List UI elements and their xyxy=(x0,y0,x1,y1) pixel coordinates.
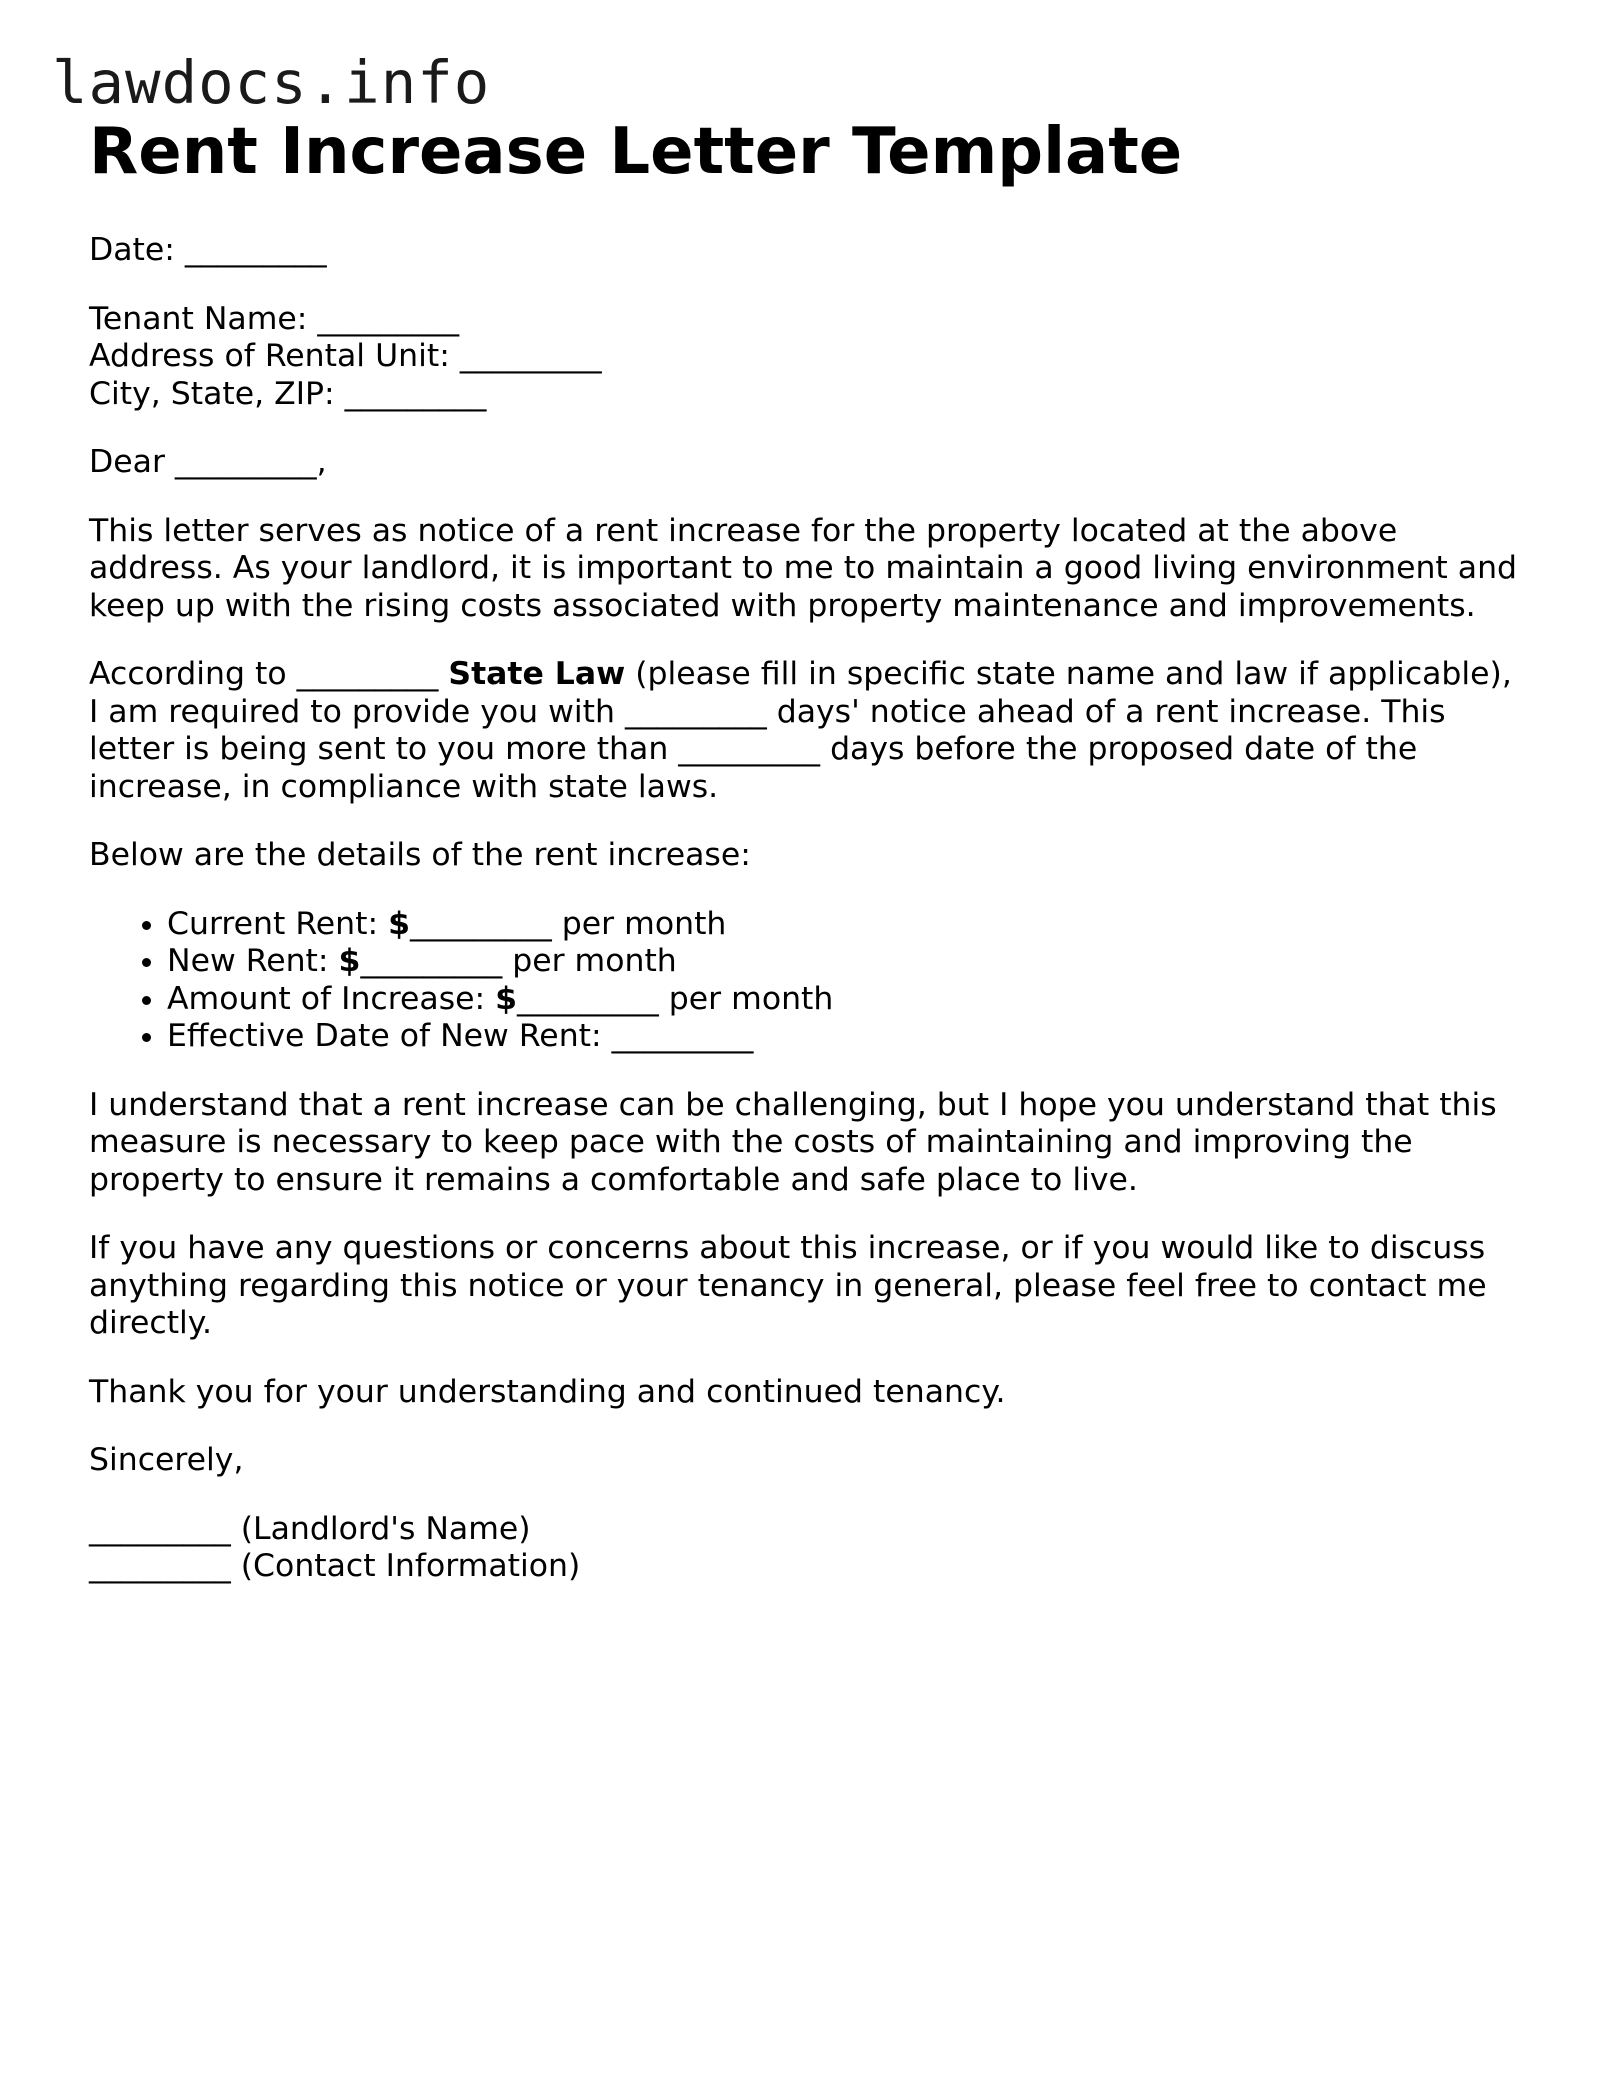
detail-label: Current Rent: xyxy=(167,905,389,942)
site-watermark: lawdocs.info xyxy=(52,48,491,117)
dollar-sign: $ xyxy=(495,980,518,1017)
rent-details-list xyxy=(89,906,1529,1056)
list-item xyxy=(167,1018,1529,1056)
state-law-paragraph xyxy=(89,656,1529,806)
dollar-sign: $ xyxy=(338,943,361,979)
detail-rest: _________ per month xyxy=(360,943,677,979)
date-field xyxy=(89,232,1529,270)
detail-label: New Rent: xyxy=(167,943,339,979)
notice-paragraph: This letter serves as notice of a rent increase for the property located at the above address. As your landlord, it is important to me to maintain a good living environment and keep up with the rising costs associated with property maintenance and improvements. xyxy=(89,512,1518,624)
city-state-zip-line: City, State, ZIP: _________ xyxy=(89,375,487,412)
tenant-name-line: Tenant Name: _________ xyxy=(89,300,460,337)
list-item xyxy=(167,981,1529,1019)
state-law-bold: State Law xyxy=(448,656,626,692)
page-title: Rent Increase Letter Template xyxy=(89,115,1183,189)
detail-rest: _________ per month xyxy=(410,905,727,942)
contact-info-line: _________ (Contact Information) xyxy=(89,1548,581,1584)
details-intro: Below are the details of the rent increase: xyxy=(89,837,751,873)
tenant-address-block xyxy=(89,301,1529,414)
landlord-name-line: _________ (Landlord's Name) xyxy=(89,1510,531,1547)
state-law-text-after: (please fill in specific state name and law if applicable), I am required to provide you with _________ days' notice ahead of a rent increase. This letter is being sent to you more than _________ days before the proposed date of the increase, in compliance with state laws. xyxy=(89,656,1512,805)
rental-address-line: Address of Rental Unit: _________ xyxy=(89,338,602,374)
letter-document xyxy=(89,112,1529,1617)
date-line: Date: _________ xyxy=(89,232,327,268)
list-item xyxy=(167,906,1529,944)
detail-label: Amount of Increase: xyxy=(167,980,496,1017)
signature-block xyxy=(89,1511,1529,1586)
salutation: Dear _________, xyxy=(89,444,327,480)
questions-paragraph: If you have any questions or concerns about this increase, or if you would like to discuss anything regarding this notice or your tenancy in general, please feel free to contact me directly. xyxy=(89,1230,1487,1341)
detail-label: Effective Date of New Rent: _________ xyxy=(167,1018,754,1054)
thanks-paragraph: Thank you for your understanding and continued tenancy. xyxy=(89,1373,1006,1410)
state-law-text-before: According to _________ xyxy=(89,656,449,692)
list-item xyxy=(167,943,1529,981)
detail-rest: _________ per month xyxy=(517,980,834,1017)
dollar-sign: $ xyxy=(388,905,411,942)
closing: Sincerely, xyxy=(89,1442,244,1478)
understanding-paragraph: I understand that a rent increase can be challenging, but I hope you understand that this measure is necessary to keep pace with the costs of maintaining and improving the property to ensure it remains a comfortable and safe place to live. xyxy=(89,1086,1497,1198)
